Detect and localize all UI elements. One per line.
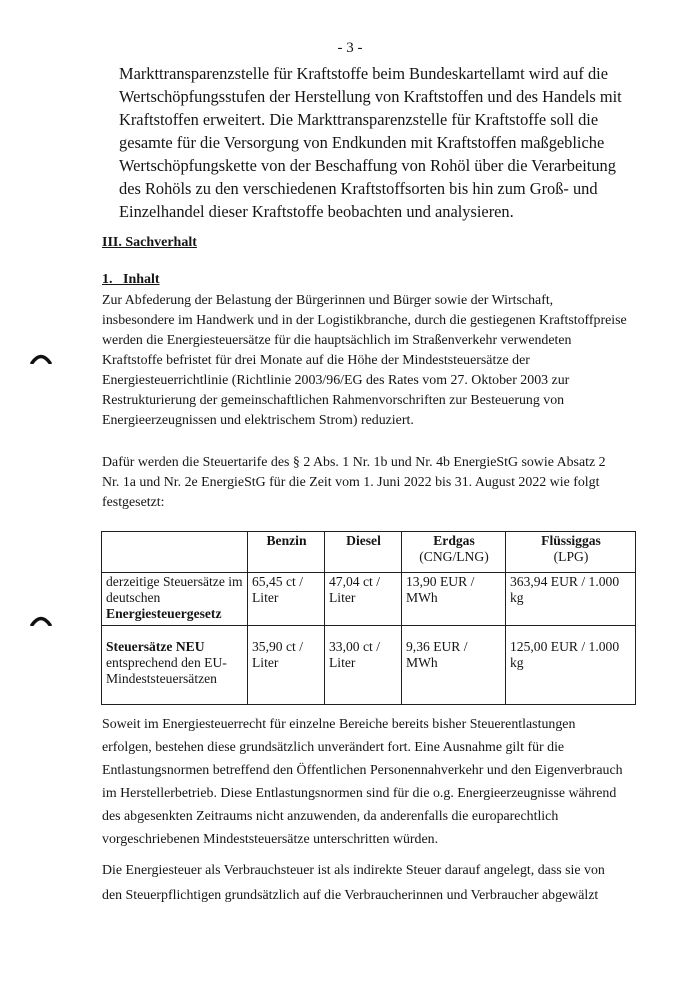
cell-fluessiggas-new: 125,00 EUR / 1.000 kg bbox=[506, 638, 636, 705]
cell-erdgas-new: 9,36 EUR / MWh bbox=[402, 638, 506, 705]
header-fluessiggas-sub: (LPG) bbox=[553, 549, 589, 564]
intro-line: Kraftstoffen erweitert. Die Markttransparenzstelle für Kraftstoffe soll die bbox=[119, 110, 599, 129]
text-line: des abgesenkten Zeitraums nicht anzuwenden, da anderenfalls die europarechtlich bbox=[102, 809, 559, 824]
header-erdgas: Erdgas (CNG/LNG) bbox=[402, 532, 506, 573]
page-number: - 3 - bbox=[337, 40, 363, 56]
table-row-new bbox=[102, 638, 636, 705]
subsection-heading: 1. Inhalt bbox=[102, 272, 160, 287]
text-line: Soweit im Energiesteuerrecht für einzelne Bereiche bereits bisher Steuerentlastungen bbox=[102, 717, 576, 732]
paragraph-tariffs bbox=[102, 453, 662, 513]
text-line: Die Energiesteuer als Verbrauchsteuer ist als indirekte Steuer darauf angelegt, dass sie von bbox=[102, 863, 605, 878]
text-line: erfolgen, bestehen diese grundsätzlich unverändert fort. Eine Ausnahme gilt für die bbox=[102, 740, 565, 755]
margin-mark-icon bbox=[30, 614, 52, 626]
text-line: Nr. 1a und Nr. 2e EnergieStG für die Zeit vom 1. Juni 2022 bis 31. August 2022 wie folgt bbox=[102, 475, 600, 490]
table-spacer-row bbox=[102, 626, 636, 639]
text-line: Kraftstoffe befristet für drei Monate auf die Höhe der Mindeststeuersätze der bbox=[102, 353, 530, 368]
section-heading: III. Sachverhalt bbox=[102, 235, 197, 250]
intro-paragraph bbox=[119, 62, 622, 223]
text-line: vorgeschriebenen Mindeststeuersätze unterschritten würden. bbox=[102, 832, 439, 847]
text-line: Energieerzeugnissen und elektrischem Strom) reduziert. bbox=[102, 413, 414, 428]
header-cell-empty bbox=[102, 532, 248, 573]
cell-erdgas-current: 13,90 EUR / MWh bbox=[402, 573, 506, 626]
intro-line: Einzelhandel dieser Kraftstoffe beobachten und analysieren. bbox=[119, 202, 514, 221]
intro-line: Wertschöpfungskette von der Beschaffung von Rohöl über die Verarbeitung bbox=[119, 156, 616, 175]
tax-rates-table bbox=[101, 531, 636, 705]
intro-line: gesamte für die Versorgung von Endkunden mit Kraftstoffen maßgebliche bbox=[119, 133, 605, 152]
header-diesel: Diesel bbox=[325, 532, 402, 573]
table-row-current bbox=[102, 573, 636, 626]
cell-benzin-current: 65,45 ct / Liter bbox=[248, 573, 325, 626]
cell-diesel-new: 33,00 ct / Liter bbox=[325, 638, 402, 705]
margin-mark-icon bbox=[30, 352, 52, 364]
paragraph-exceptions bbox=[102, 713, 662, 851]
table-header-row bbox=[102, 532, 636, 573]
text-line: den Steuerpflichtigen grundsätzlich auf die Verbraucherinnen und Verbraucher abgewälzt bbox=[102, 888, 599, 903]
text-line: Zur Abfederung der Belastung der Bürgerinnen und Bürger sowie der Wirtschaft, bbox=[102, 293, 554, 308]
text-line: Energiesteuerrichtlinie (Richtlinie 2003/96/EG des Rates vom 27. Oktober 2003 zur bbox=[102, 373, 570, 388]
text-line: insbesondere im Handwerk und in der Logistikbranche, durch die gestiegenen Kraftstoffpreise bbox=[102, 313, 627, 328]
intro-line: des Rohöls zu den verschiedenen Kraftstoffsorten bis hin zum Groß- und bbox=[119, 179, 598, 198]
cell-fluessiggas-current: 363,94 EUR / 1.000 kg bbox=[506, 573, 636, 626]
text-line: Entlastungsnormen betreffend den Öffentlichen Personennahverkehr und den Eigenverbrauch bbox=[102, 763, 623, 778]
cell-diesel-current: 47,04 ct / Liter bbox=[325, 573, 402, 626]
text-line: im Herstellerbetrieb. Diese Entlastungsnormen sind für die o.g. Energieerzeugnisse während bbox=[102, 786, 617, 801]
row-label-new: Steuersätze NEU entsprechend den EU-Mindeststeuersätzen bbox=[102, 638, 248, 705]
paragraph-intro-measure bbox=[102, 291, 662, 431]
intro-line: Markttransparenzstelle für Kraftstoffe beim Bundeskartellamt wird auf die bbox=[119, 64, 608, 83]
row-label-current: derzeitige Steuersätze im deutschen Energiesteuergesetz bbox=[102, 573, 248, 626]
text-line: Restrukturierung der gemeinschaftlichen Rahmenvorschriften zur Besteuerung von bbox=[102, 393, 565, 408]
header-benzin: Benzin bbox=[248, 532, 325, 573]
cell-benzin-new: 35,90 ct / Liter bbox=[248, 638, 325, 705]
header-erdgas-sub: (CNG/LNG) bbox=[419, 549, 489, 564]
header-fluessiggas: Flüssiggas (LPG) bbox=[506, 532, 636, 573]
paragraph-consumption-tax bbox=[102, 858, 662, 908]
intro-line: Wertschöpfungsstufen der Herstellung von Kraftstoffen und des Handels mit bbox=[119, 87, 622, 106]
text-line: Dafür werden die Steuertarife des § 2 Abs. 1 Nr. 1b und Nr. 4b EnergieStG sowie Absatz 2 bbox=[102, 455, 606, 470]
text-line: werden die Energiesteuersätze für die hauptsächlich im Straßenverkehr verwendeten bbox=[102, 333, 572, 348]
text-line: festgesetzt: bbox=[102, 495, 165, 510]
